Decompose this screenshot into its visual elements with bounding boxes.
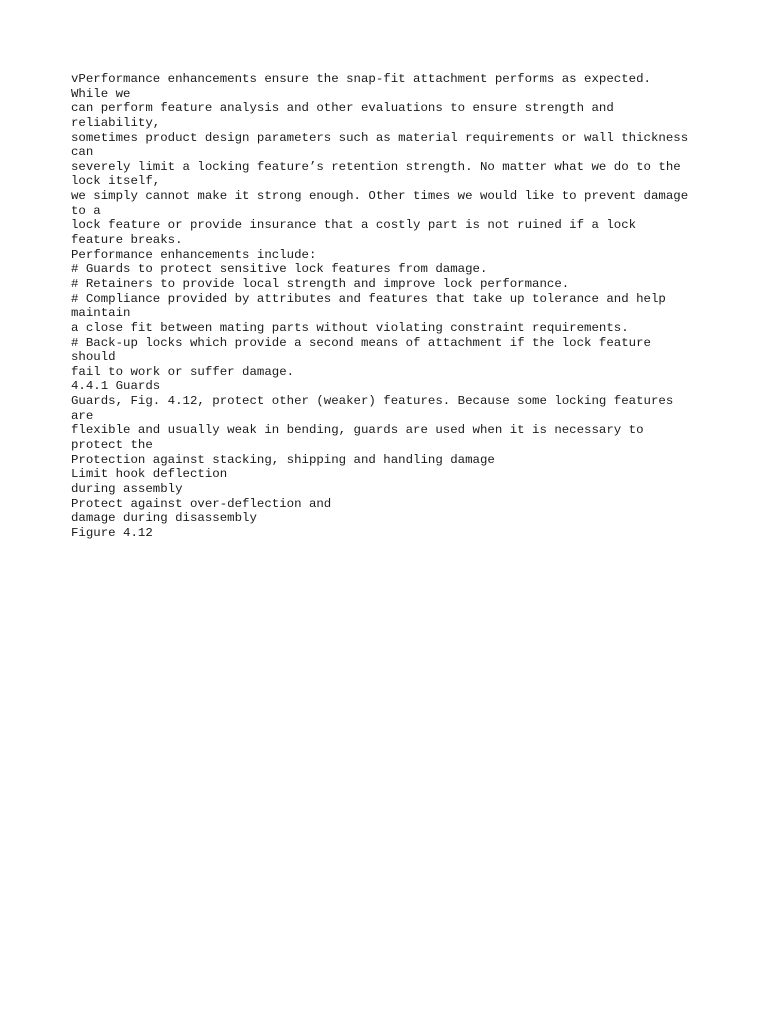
figure-callout: Protection against stacking, shipping and handling damage <box>71 452 495 467</box>
text-line: to a <box>71 203 101 218</box>
text-line: flexible and usually weak in bending, guards are used when it is necessary to <box>71 423 644 438</box>
figure-caption: Figure 4.12 <box>71 525 153 540</box>
section-heading: 4.4.1 Guards <box>71 379 161 394</box>
text-line: vPerformance enhancements ensure the snap-fit attachment performs as expected. <box>71 72 651 86</box>
text-line: a close fit between mating parts without violating constraint requirements. <box>71 320 629 335</box>
list-item: # Back-up locks which provide a second means of attachment if the lock feature <box>71 335 651 350</box>
text-line: we simply cannot make it strong enough. Other times we would like to prevent damage <box>71 189 689 204</box>
text-line: are <box>71 408 94 423</box>
text-line: fail to work or suffer damage. <box>71 364 295 379</box>
list-item: # Compliance provided by attributes and features that take up tolerance and help <box>71 291 666 306</box>
list-item: # Guards to protect sensitive lock features from damage. <box>71 262 488 277</box>
text-line: severely limit a locking feature’s retention strength. No matter what we do to the <box>71 159 681 174</box>
text-line: protect the <box>71 438 153 453</box>
text-line: sometimes product design parameters such as material requirements or wall thickness <box>71 130 689 145</box>
text-line: can <box>71 145 94 160</box>
text-line: can perform feature analysis and other evaluations to ensure strength and <box>71 101 614 116</box>
figure-callout: Limit hook deflection <box>71 467 228 482</box>
figure-callout: during assembly <box>71 481 183 496</box>
text-line: feature breaks. <box>71 233 183 248</box>
list-item: # Retainers to provide local strength and improve lock performance. <box>71 276 570 291</box>
text-line: should <box>71 350 116 365</box>
text-line: While we <box>71 86 131 101</box>
text-line: reliability, <box>71 115 161 130</box>
document-text <box>71 72 731 541</box>
text-line: maintain <box>71 306 131 321</box>
text-line: lock feature or provide insurance that a costly part is not ruined if a lock <box>71 218 637 233</box>
text-line: Guards, Fig. 4.12, protect other (weaker) features. Because some locking features <box>71 394 674 409</box>
text-line: lock itself, <box>71 174 161 189</box>
text-line: Performance enhancements include: <box>71 247 317 262</box>
figure-callout: damage during disassembly <box>71 511 257 526</box>
figure-callout: Protect against over-deflection and <box>71 496 332 511</box>
